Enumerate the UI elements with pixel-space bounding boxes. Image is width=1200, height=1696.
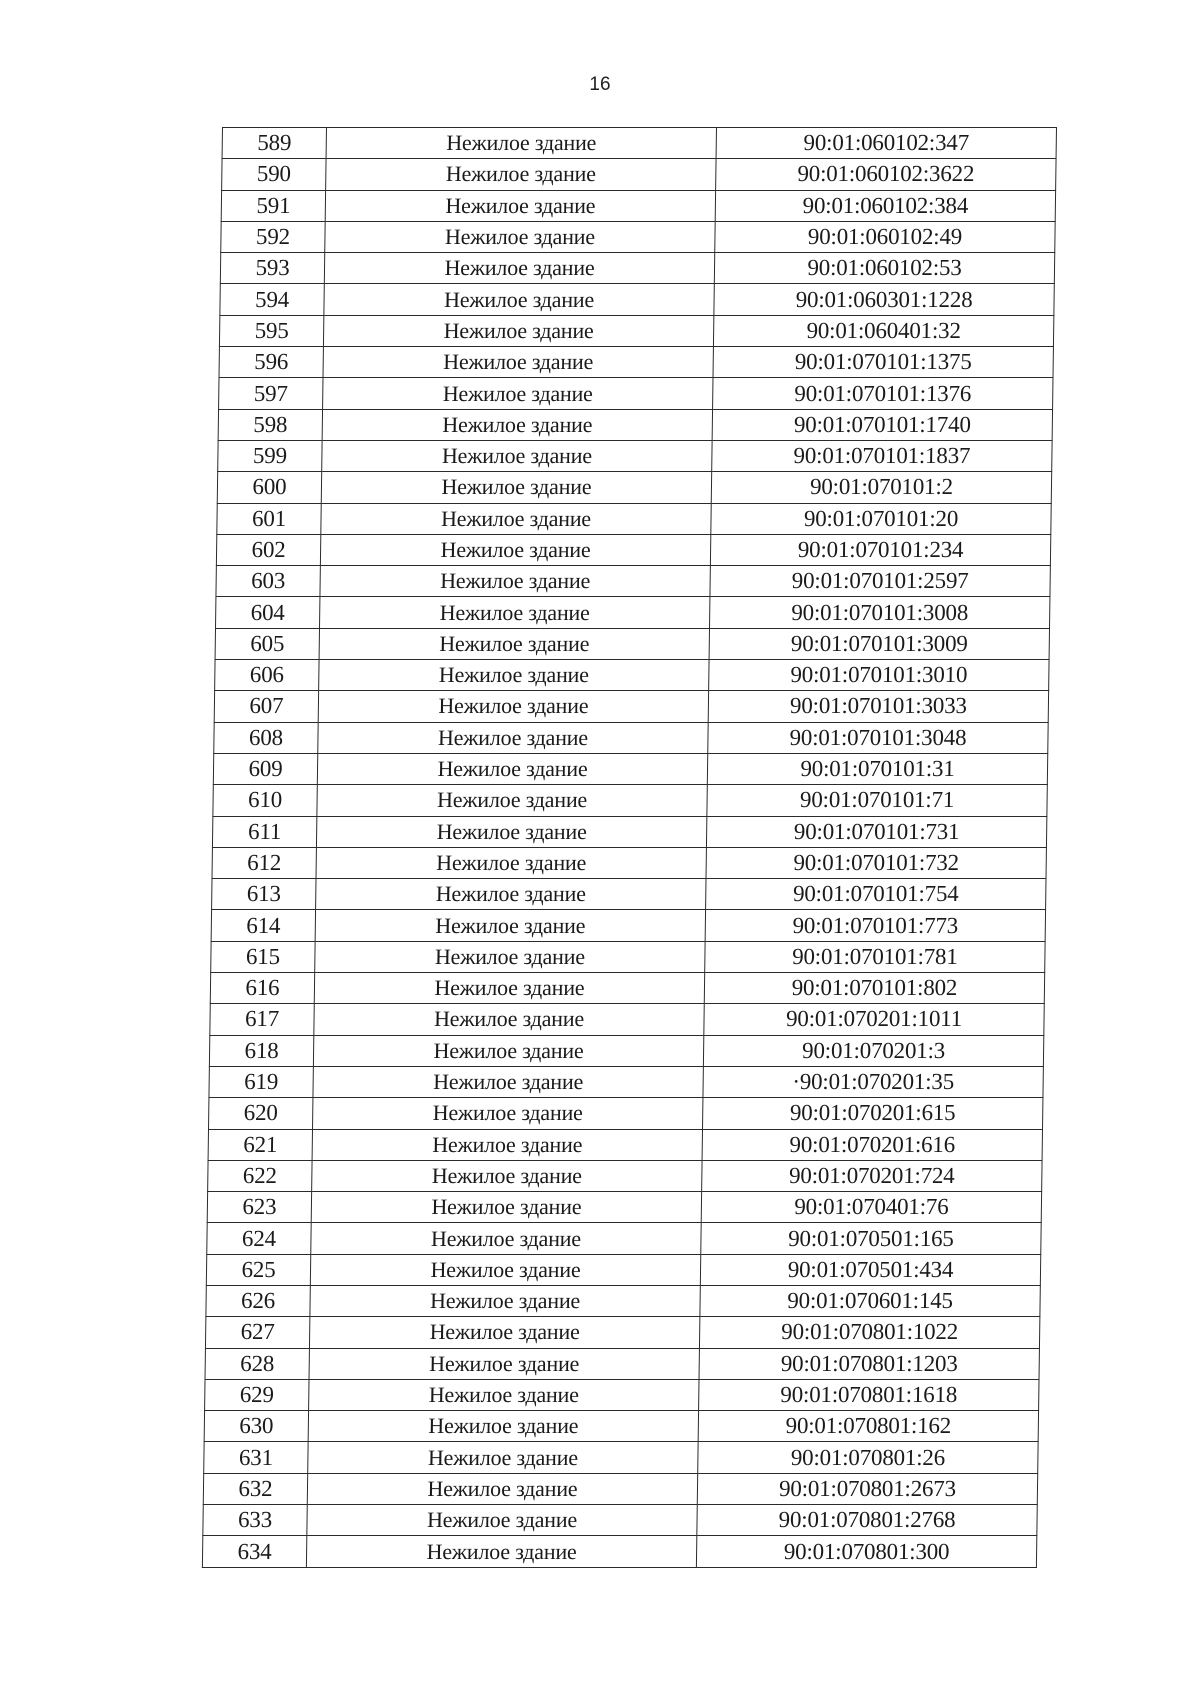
table-row	[214, 722, 1048, 753]
table-row	[219, 347, 1053, 378]
cadastral-number-cell: 90:01:070101:3009	[709, 628, 1049, 659]
table-row	[203, 1505, 1037, 1536]
row-number-cell: 612	[212, 847, 316, 878]
cadastral-number-cell: 90:01:070201:616	[702, 1129, 1042, 1160]
table-row	[218, 440, 1052, 471]
row-number-cell: 589	[222, 128, 326, 159]
row-number-cell: 605	[215, 628, 319, 659]
cadastral-number-cell: 90:01:070101:754	[706, 879, 1046, 910]
table-row	[203, 1473, 1037, 1504]
object-type-cell: Нежилое здание	[317, 753, 707, 784]
object-type-cell: Нежилое здание	[312, 1160, 702, 1191]
object-type-cell: Нежилое здание	[313, 1066, 703, 1097]
cadastral-number-cell: 90:01:070201:1011	[704, 1004, 1044, 1035]
row-number-cell: 600	[217, 472, 321, 503]
page-number: 16	[589, 74, 611, 95]
table-row	[220, 284, 1054, 315]
table-row	[207, 1223, 1041, 1254]
cadastral-number-cell: 90:01:070601:145	[700, 1285, 1040, 1316]
table-row	[212, 847, 1046, 878]
row-number-cell: 617	[210, 1004, 314, 1035]
row-number-cell: 624	[207, 1223, 311, 1254]
table-row	[210, 1004, 1044, 1035]
table-row	[205, 1379, 1039, 1410]
table-row	[217, 472, 1051, 503]
cadastral-number-cell: 90:01:060102:384	[715, 190, 1055, 221]
object-type-cell: Нежилое здание	[319, 628, 709, 659]
row-number-cell: 607	[214, 691, 318, 722]
object-type-cell: Нежилое здание	[323, 347, 713, 378]
table-row	[222, 159, 1056, 190]
table-row	[205, 1317, 1039, 1348]
table-row	[206, 1285, 1040, 1316]
cadastral-number-cell: 90:01:070801:162	[698, 1411, 1038, 1442]
object-type-cell: Нежилое здание	[313, 1035, 703, 1066]
row-number-cell: 622	[208, 1160, 312, 1191]
object-type-cell: Нежилое здание	[326, 159, 716, 190]
cadastral-number-cell: 90:01:070101:1740	[712, 409, 1052, 440]
row-number-cell: 609	[213, 753, 317, 784]
table-row	[212, 816, 1046, 847]
object-type-cell: Нежилое здание	[306, 1536, 696, 1567]
object-type-cell: Нежилое здание	[312, 1129, 702, 1160]
table-row	[214, 691, 1048, 722]
object-type-cell: Нежилое здание	[316, 847, 706, 878]
table-row	[212, 879, 1046, 910]
cadastral-number-cell: 90:01:070101:2597	[710, 566, 1050, 597]
table-row	[206, 1254, 1040, 1285]
cadastral-number-cell: 90:01:060102:347	[716, 128, 1056, 159]
row-number-cell: 601	[217, 503, 321, 534]
object-type-cell: Нежилое здание	[324, 253, 714, 284]
table-row	[211, 910, 1045, 941]
object-type-cell: Нежилое здание	[314, 973, 704, 1004]
cadastral-number-cell: 90:01:060102:3622	[716, 159, 1056, 190]
table-row	[210, 973, 1044, 1004]
row-number-cell: 603	[216, 566, 320, 597]
cadastral-number-cell: 90:01:060102:53	[714, 253, 1054, 284]
table-row	[215, 628, 1049, 659]
table-row	[209, 1098, 1043, 1129]
row-number-cell: 623	[207, 1192, 311, 1223]
object-type-cell: Нежилое здание	[323, 378, 713, 409]
row-number-cell: 608	[214, 722, 318, 753]
row-number-cell: 591	[221, 190, 325, 221]
object-type-cell: Нежилое здание	[319, 660, 709, 691]
object-type-cell: Нежилое здание	[315, 910, 705, 941]
table-row	[207, 1192, 1041, 1223]
object-type-cell: Нежилое здание	[313, 1098, 703, 1129]
object-type-cell: Нежилое здание	[317, 785, 707, 816]
row-number-cell: 594	[220, 284, 324, 315]
object-type-cell: Нежилое здание	[320, 534, 710, 565]
row-number-cell: 630	[204, 1411, 308, 1442]
cadastral-number-cell: 90:01:070101:773	[705, 910, 1045, 941]
cadastral-number-cell: 90:01:070201:3	[703, 1035, 1043, 1066]
row-number-cell: 592	[221, 221, 325, 252]
cadastral-number-cell: 90:01:070801:300	[696, 1536, 1036, 1567]
cadastral-number-cell: 90:01:060301:1228	[714, 284, 1054, 315]
object-type-cell: Нежилое здание	[321, 472, 711, 503]
row-number-cell: 610	[213, 785, 317, 816]
object-type-cell: Нежилое здание	[308, 1442, 698, 1473]
object-type-cell: Нежилое здание	[326, 128, 716, 159]
cadastral-number-cell: 90:01:070801:1618	[699, 1379, 1039, 1410]
row-number-cell: 614	[211, 910, 315, 941]
cadastral-number-cell: ·90:01:070201:35	[703, 1066, 1043, 1097]
cadastral-number-cell: 90:01:060102:49	[715, 221, 1055, 252]
cadastral-number-cell: 90:01:070101:802	[704, 973, 1044, 1004]
table-row	[204, 1411, 1038, 1442]
cadastral-number-cell: 90:01:070201:724	[702, 1160, 1042, 1191]
table-row	[209, 1035, 1043, 1066]
row-number-cell: 618	[209, 1035, 313, 1066]
table-row	[211, 941, 1045, 972]
row-number-cell: 629	[205, 1379, 309, 1410]
cadastral-number-cell: 90:01:060401:32	[713, 315, 1053, 346]
table-row	[219, 315, 1053, 346]
cadastral-number-cell: 90:01:070101:732	[706, 847, 1046, 878]
cadastral-number-cell: 90:01:070801:2768	[697, 1505, 1037, 1536]
object-type-cell: Нежилое здание	[309, 1317, 699, 1348]
object-type-cell: Нежилое здание	[310, 1285, 700, 1316]
table-row	[209, 1066, 1043, 1097]
cadastral-number-cell: 90:01:070101:2	[711, 472, 1051, 503]
table-row	[208, 1160, 1042, 1191]
table-row	[220, 253, 1054, 284]
row-number-cell: 626	[206, 1285, 310, 1316]
table-row	[205, 1348, 1039, 1379]
cadastral-number-cell: 90:01:070101:1837	[712, 440, 1052, 471]
cadastral-number-cell: 90:01:070101:3008	[710, 597, 1050, 628]
object-type-cell: Нежилое здание	[323, 315, 713, 346]
cadastral-number-cell: 90:01:070101:3048	[708, 722, 1048, 753]
table-row	[222, 128, 1056, 159]
property-table	[202, 127, 1057, 1568]
table-row	[221, 190, 1055, 221]
object-type-cell: Нежилое здание	[318, 722, 708, 753]
object-type-cell: Нежилое здание	[316, 879, 706, 910]
cadastral-number-cell: 90:01:070101:1376	[713, 378, 1053, 409]
cadastral-number-cell: 90:01:070501:165	[701, 1223, 1041, 1254]
table-row	[219, 378, 1053, 409]
cadastral-number-cell: 90:01:070801:1203	[699, 1348, 1039, 1379]
object-type-cell: Нежилое здание	[315, 941, 705, 972]
table-row	[218, 409, 1052, 440]
table-row	[216, 534, 1050, 565]
object-type-cell: Нежилое здание	[324, 284, 714, 315]
row-number-cell: 615	[211, 941, 315, 972]
row-number-cell: 620	[209, 1098, 313, 1129]
row-number-cell: 606	[215, 660, 319, 691]
cadastral-number-cell: 90:01:070801:26	[698, 1442, 1038, 1473]
row-number-cell: 621	[208, 1129, 312, 1160]
row-number-cell: 616	[210, 973, 314, 1004]
cadastral-number-cell: 90:01:070101:731	[706, 816, 1046, 847]
row-number-cell: 631	[204, 1442, 308, 1473]
row-number-cell: 599	[218, 440, 322, 471]
row-number-cell: 633	[203, 1505, 307, 1536]
cadastral-number-cell: 90:01:070501:434	[700, 1254, 1040, 1285]
row-number-cell: 604	[216, 597, 320, 628]
row-number-cell: 595	[219, 315, 323, 346]
object-type-cell: Нежилое здание	[321, 503, 711, 534]
row-number-cell: 628	[205, 1348, 309, 1379]
cadastral-number-cell: 90:01:070401:76	[701, 1192, 1041, 1223]
object-type-cell: Нежилое здание	[320, 597, 710, 628]
table-row	[213, 753, 1047, 784]
object-type-cell: Нежилое здание	[307, 1505, 697, 1536]
table-row	[221, 221, 1055, 252]
table-row	[216, 597, 1050, 628]
object-type-cell: Нежилое здание	[322, 409, 712, 440]
row-number-cell: 611	[212, 816, 316, 847]
object-type-cell: Нежилое здание	[310, 1254, 700, 1285]
object-type-cell: Нежилое здание	[320, 566, 710, 597]
object-type-cell: Нежилое здание	[311, 1192, 701, 1223]
row-number-cell: 598	[218, 409, 322, 440]
object-type-cell: Нежилое здание	[318, 691, 708, 722]
row-number-cell: 627	[205, 1317, 309, 1348]
row-number-cell: 596	[219, 347, 323, 378]
table-row	[217, 503, 1051, 534]
table-row	[204, 1442, 1038, 1473]
cadastral-number-cell: 90:01:070101:20	[711, 503, 1051, 534]
cadastral-number-cell: 90:01:070101:1375	[713, 347, 1053, 378]
row-number-cell: 632	[203, 1473, 307, 1504]
row-number-cell: 590	[222, 159, 326, 190]
object-type-cell: Нежилое здание	[325, 190, 715, 221]
row-number-cell: 619	[209, 1066, 313, 1097]
object-type-cell: Нежилое здание	[308, 1411, 698, 1442]
object-type-cell: Нежилое здание	[322, 440, 712, 471]
row-number-cell: 597	[219, 378, 323, 409]
cadastral-number-cell: 90:01:070101:3010	[709, 660, 1049, 691]
object-type-cell: Нежилое здание	[311, 1223, 701, 1254]
table-body	[202, 128, 1056, 1568]
object-type-cell: Нежилое здание	[316, 816, 706, 847]
table-row	[208, 1129, 1042, 1160]
object-type-cell: Нежилое здание	[307, 1473, 697, 1504]
table-row	[213, 785, 1047, 816]
object-type-cell: Нежилое здание	[314, 1004, 704, 1035]
table-row	[202, 1536, 1036, 1567]
cadastral-number-cell: 90:01:070101:71	[707, 785, 1047, 816]
row-number-cell: 625	[206, 1254, 310, 1285]
row-number-cell: 602	[216, 534, 320, 565]
row-number-cell: 613	[212, 879, 316, 910]
table-row	[215, 660, 1049, 691]
cadastral-number-cell: 90:01:070101:234	[710, 534, 1050, 565]
row-number-cell: 593	[220, 253, 324, 284]
row-number-cell: 634	[202, 1536, 306, 1567]
cadastral-number-cell: 90:01:070101:31	[707, 753, 1047, 784]
object-type-cell: Нежилое здание	[309, 1379, 699, 1410]
table-container	[202, 127, 1056, 1568]
cadastral-number-cell: 90:01:070801:1022	[699, 1317, 1039, 1348]
cadastral-number-cell: 90:01:070101:781	[705, 941, 1045, 972]
cadastral-number-cell: 90:01:070101:3033	[708, 691, 1048, 722]
object-type-cell: Нежилое здание	[325, 221, 715, 252]
cadastral-number-cell: 90:01:070801:2673	[697, 1473, 1037, 1504]
object-type-cell: Нежилое здание	[309, 1348, 699, 1379]
cadastral-number-cell: 90:01:070201:615	[703, 1098, 1043, 1129]
table-row	[216, 566, 1050, 597]
